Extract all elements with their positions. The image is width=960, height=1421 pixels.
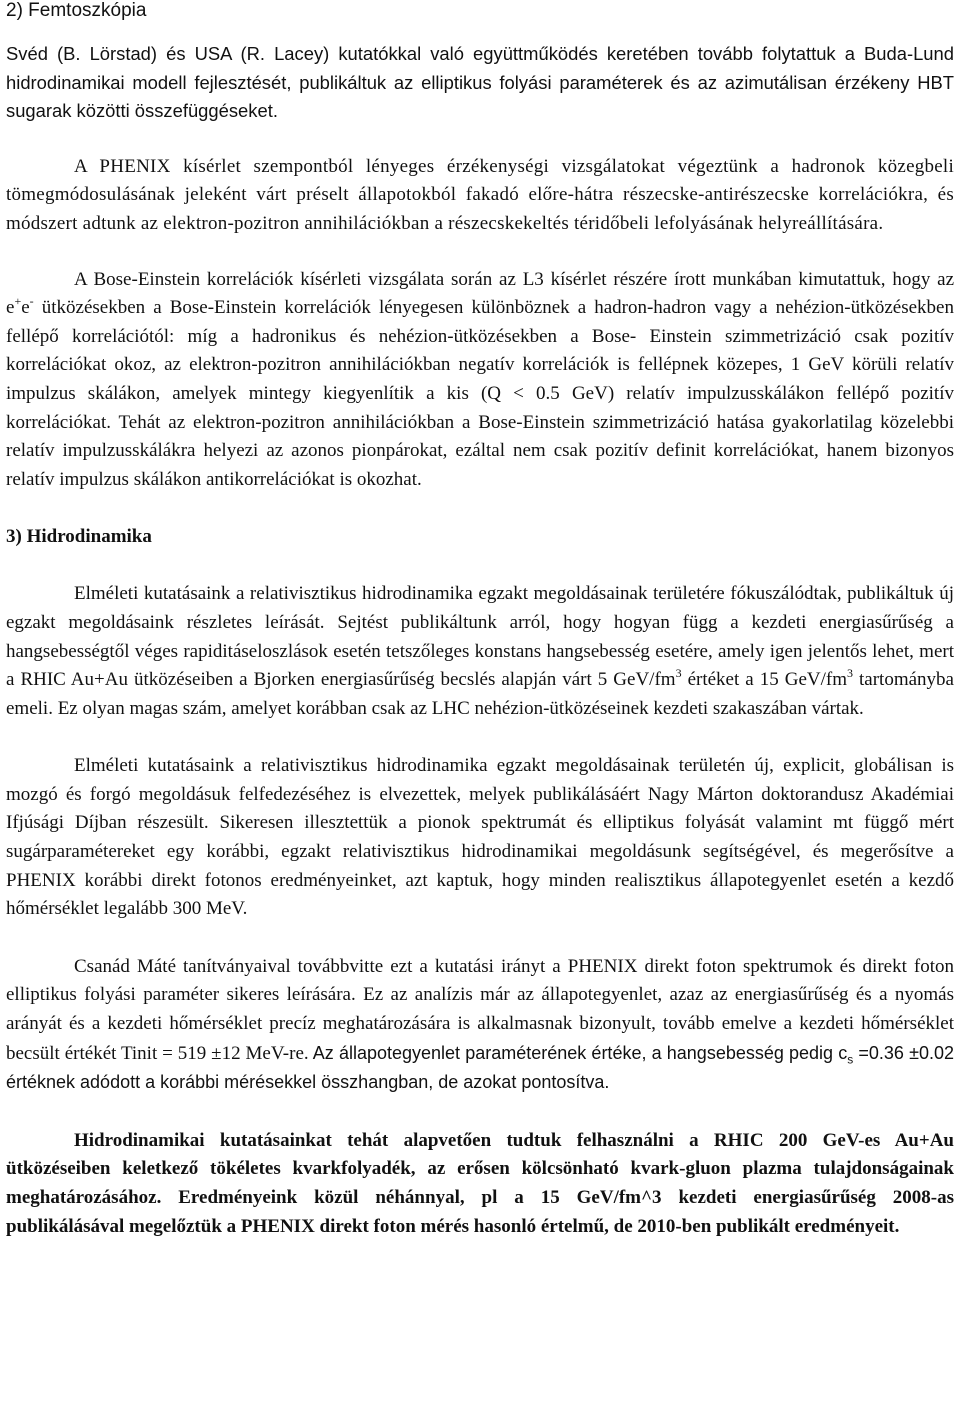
hydro-1-part-b: értéket a 15 GeV/fm [681,669,847,691]
positron-sup: + [14,294,22,309]
fm3-sup-1: 3 [675,666,682,681]
paragraph-hydro-4-summary: Hidrodinamikai kutatásainkat tehát alapvetően tudtuk felhasználni a RHIC 200 GeV-es Au+Au ütközéseiben keletkező tökéletes kvarkfolyadék, az erősen kölcsönható kvark-gluon plazma tulajdonságainak meghatározásához. Eredményeink közül néhánnyal, pl a 15 GeV/fm^3 kezdeti energiasűrűség 2008-as publikálásával megelőztük a PHENIX direkt foton mérés hasonló értelmű, de 2010-ben publikált eredményeit. [6,1129,954,1237]
femto-3-part-a: A Bose-Einstein korrelációk kísérleti vizsgálata során az L3 kísérlet részére írott munkában kimutattuk, hogy az e [6,268,954,319]
paragraph-hydro-3 [6,953,954,1098]
hydro-3-part-b: Az állapotegyenlet paraméterének értéke, a hangsebesség pedig [308,1042,839,1063]
hydro-3-part-c: =0.36 ±0.02 értéknek adódott a korábbi mérésekkel összhangban, de azokat pontosítva. [6,1042,954,1093]
femto-3-part-b: e [21,297,30,319]
sound-speed-symbol: $c_s$ [838,1042,854,1067]
hydro-3-part-a: Csanád Máté tanítványaival továbbvitte ezt a kutatási irányt a PHENIX direkt foton spektrumok és direkt foton elliptikus folyási paraméter sikeres leírására. Ez az analízis már az állapotegyenlet, azaz az energiasűrűség és a nyomás arányát és a kezdeti hőmérséklet precíz meghatározására is alkalmasnak bizonyult, tovább emelve a kezdeti hőmérséklet becsült értékét Tinit = 519 ±12 MeV-re. [6,955,954,1064]
paragraph-femto-1: Svéd (B. Lörstad) és USA (R. Lacey) kutatókkal való együttműködés keretében tovább folytattuk a Buda-Lund hidrodinamikai modell fejlesztését, publikáltuk az elliptikus folyási paraméterek és az azimutálisan érzékeny HBT sugarak közötti összefüggéseket. [6,43,954,122]
paragraph-femto-3 [6,266,954,495]
fm3-sup-2: 3 [847,666,853,681]
electron-sup: - [29,294,34,309]
paragraph-hydro-1 [6,580,954,723]
section-heading-hydrodynamics: 3) Hidrodinamika [6,526,152,548]
section-heading-femtoscopy: 2) Femtoszkópia [6,0,147,21]
hydro-1-part-a: Elméleti kutatásaink a relativisztikus hidrodinamika egzakt megoldásainak területére fókuszálódtak, publikáltuk új egzakt megoldásaink részletes leírását. Sejtést publikáltunk arról, hogy hogyan függ a kezdeti energiasűrűség a hangsebességtől véges rapiditáseloszlások esetén tetszőleges konstans hangsebesség esetére, amely igen jelentős lehet, mert a RHIC Au+Au ütközéseiben a Bjorken energiasűrűség becslés alapján várt 5 GeV/fm [6,583,954,691]
paragraph-femto-2: A PHENIX kísérlet szempontból lényeges érzékenységi vizsgálatokat végeztünk a hadronok közegbeli tömegmódosulásának jeleként várt préselt állapotokból fakadó előre-hátra részecske-antirészecske korrelációkra, és módszert adtunk az elektron-pozitron annihilációkban a részecskekeltés téridőbeli lefolyásának helyreállítására. [6,155,954,234]
hydro-1-part-c: tartományba emeli. Ez olyan magas szám, amelyet korábban csak az LHC nehézion-ütközéseinek kezdeti szakaszában vártak. [6,669,954,719]
paragraph-hydro-2: Elméleti kutatásaink a relativisztikus hidrodinamika egzakt megoldásainak területén új, explicit, globálisan is mozgó és forgó megoldásuk felfedezéséhez is elvezettek, melyek publikálásáért Nagy Márton doktorandusz Akadémiai Ifjúsági Díjban részesült. Sikeresen illesztettük a pionok spektrumát és elliptikus folyását valamint mt függő mért sugárparamétereket egy korábbi, egzakt relativisztikus hidrodinamikai megoldásunk segítségével, és megerősítve a PHENIX korábbi direkt fotonos eredményeinket, azt kaptuk, hogy minden realisztikus állapotegyenlet esetén a kezdő hőmérséklet legalább 300 MeV. [6,755,954,920]
femto-3-part-c: ütközésekben a Bose-Einstein korrelációk lényegesen különböznek a hadron-hadron vagy a nehézion-ütközésekben fellépő korrelációtól: míg a hadronikus és nehézion-ütközésekben a Bose- Einstein szimmetrizáció csak pozitív korrelációkat okoz, az elektron-pozitron annihilációkban negatív korrelációk is fellépnek közepes, 1 GeV körüli relatív impulzus skálákon, amelyek mintegy kiegyenlítik a kis (Q < 0.5 GeV) relatív impulzusskálákon fellépő pozitív korrelációkat. Tehát az elektron-pozitron annihilációkban a Bose-Einstein szimmetrizáció hatása gyakorlatilag közelebbi relatív impulzusskálákra helyezi az azonos pionpárokat, ezáltal nem csak pozitív definit korrelációkat, hanem bizonyos relatív impulzus skálákon antikorrelációkat is okozhat. [6,297,954,490]
